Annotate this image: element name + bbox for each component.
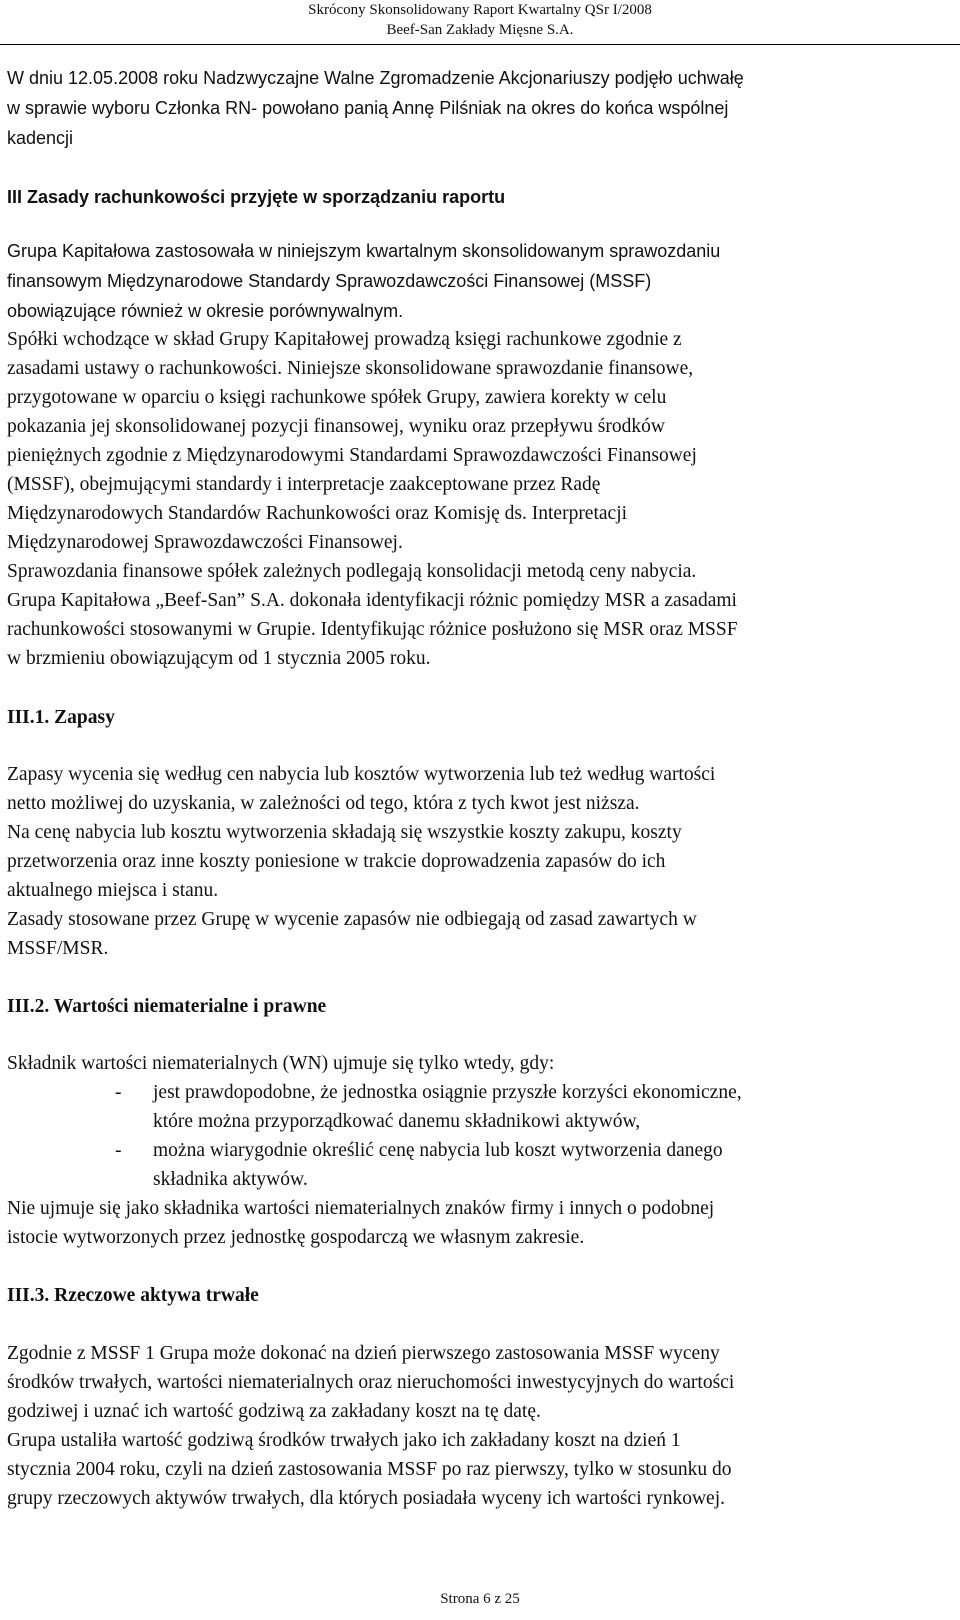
text-line: Na cenę nabycia lub kosztu wytworzenia składają się wszystkie koszty zakupu, koszty [7,822,682,843]
text-line: przygotowane w oparciu o księgi rachunkowe spółek Grupy, zawiera korekty w celu [7,387,667,408]
text-line: godziwej i uznać ich wartość godziwą za zakładany koszt na tę datę. [7,1401,541,1422]
text-line: Międzynarodowych Standardów Rachunkowości oraz Komisję ds. Interpretacji [7,503,628,524]
text-line: Grupa ustaliła wartość godziwą środków trwałych jako ich zakładany koszt na dzień 1 [7,1430,681,1451]
text-line: przetworzenia oraz inne koszty poniesione w trakcie doprowadzenia zapasów do ich [7,851,666,872]
text-line: (MSSF), obejmującymi standardy i interpretacje zaakceptowane przez Radę [7,474,601,495]
section-heading: III.2. Wartości niematerialne i prawne [7,996,327,1017]
section-heading: III.3. Rzeczowe aktywa trwałe [7,1285,259,1306]
text-line: W dniu 12.05.2008 roku Nadzwyczajne Walne Zgromadzenie Akcjonariuszy podjęło uchwałę [7,68,744,88]
text-line: grupy rzeczowych aktywów trwałych, dla których posiadała wyceny ich wartości rynkowej. [7,1488,726,1509]
company-name: Beef-San Zakłady Mięsne S.A. [386,22,574,38]
section-heading: III Zasady rachunkowości przyjęte w sporządzaniu raportu [7,187,506,207]
text-line: rachunkowości stosowanymi w Grupie. Identyfikując różnice posłużono się MSR oraz MSSF [7,619,738,640]
section-heading: III.1. Zapasy [7,707,115,728]
text-line: w brzmieniu obowiązującym od 1 stycznia 2005 roku. [7,648,431,669]
text-line: środków trwałych, wartości niematerialnych oraz nieruchomości inwestycyjnych do wartości [7,1372,735,1393]
text-line: Składnik wartości niematerialnych (WN) ujmuje się tylko wtedy, gdy: [7,1053,555,1074]
text-line: pieniężnych zgodnie z Międzynarodowymi Standardami Sprawozdawczości Finansowej [7,445,697,466]
text-line: Grupa Kapitałowa „Beef-San” S.A. dokonała identyfikacji różnic pomiędzy MSR a zasadami [7,590,737,611]
list-bullet: - [115,1140,122,1161]
report-title: Skrócony Skonsolidowany Raport Kwartalny QSr I/2008 [308,2,652,18]
text-line: Międzynarodowej Sprawozdawczości Finansowej. [7,532,403,553]
text-line: kadencji [7,128,74,148]
list-item: składnika aktywów. [153,1169,308,1190]
text-line: w sprawie wyboru Członka RN- powołano panią Annę Pilśniak na okres do końca wspólnej [7,98,729,118]
text-line: obowiązujące również w okresie porównywalnym. [7,301,404,321]
text-line: aktualnego miejsca i stanu. [7,880,219,901]
text-line: Zgodnie z MSSF 1 Grupa może dokonać na dzień pierwszego zastosowania MSSF wyceny [7,1343,720,1364]
text-line: MSSF/MSR. [7,938,109,959]
text-line: Zapasy wycenia się według cen nabycia lub kosztów wytworzenia lub też według wartości [7,764,716,785]
list-item: jest prawdopodobne, że jednostka osiągnie przyszłe korzyści ekonomiczne, [153,1082,742,1103]
header-divider [0,44,960,45]
list-item: można wiarygodnie określić cenę nabycia lub koszt wytworzenia danego [153,1140,723,1161]
text-line: finansowym Międzynarodowe Standardy Sprawozdawczości Finansowej (MSSF) [7,271,652,291]
text-line: netto możliwej do uzyskania, w zależności od tego, która z tych kwot jest niższa. [7,793,640,814]
text-line: stycznia 2004 roku, czyli na dzień zastosowania MSSF po raz pierwszy, tylko w stosunku do [7,1459,732,1480]
text-line: zasadami ustawy o rachunkowości. Niniejsze skonsolidowane sprawozdanie finansowe, [7,358,694,379]
text-line: Zasady stosowane przez Grupę w wycenie zapasów nie odbiegają od zasad zawartych w [7,909,697,930]
list-bullet: - [115,1082,122,1103]
text-line: Nie ujmuje się jako składnika wartości niematerialnych znaków firmy i innych o podobnej [7,1198,715,1219]
text-line: Sprawozdania finansowe spółek zależnych podlegają konsolidacji metodą ceny nabycia. [7,561,697,582]
text-line: Spółki wchodzące w skład Grupy Kapitałowej prowadzą księgi rachunkowe zgodnie z [7,329,682,350]
page-number: Strona 6 z 25 [440,1591,520,1607]
text-line: Grupa Kapitałowa zastosowała w niniejszym kwartalnym skonsolidowanym sprawozdaniu [7,241,721,261]
list-item: które można przyporządkować danemu składnikowi aktywów, [153,1111,641,1132]
text-line: istocie wytworzonych przez jednostkę gospodarczą we własnym zakresie. [7,1227,585,1248]
text-line: pokazania jej skonsolidowanej pozycji finansowej, wyniku oraz przepływu środków [7,416,665,437]
